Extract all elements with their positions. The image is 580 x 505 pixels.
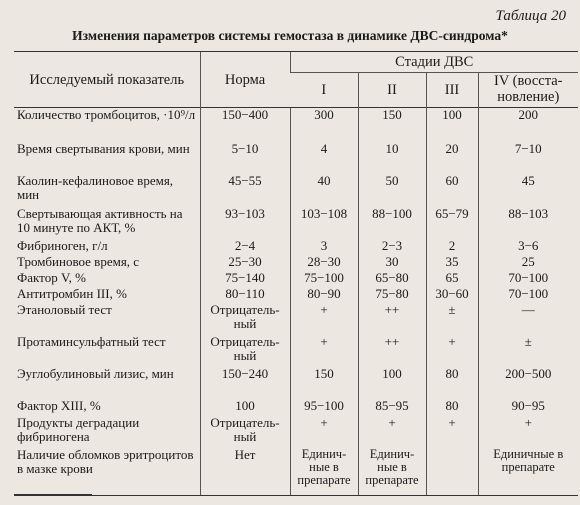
header-row-top [14, 52, 578, 73]
row-stage-2: 150 [358, 108, 426, 142]
row-norm: 150−400 [200, 108, 290, 142]
table-row [14, 108, 578, 142]
row-stage-4: 25 [478, 255, 578, 271]
row-stage-4: 88−103 [478, 207, 578, 239]
row-indicator: Фактор V, % [17, 269, 86, 285]
row-indicator: Продукты деградации фибриногена [17, 414, 140, 444]
table-row [14, 367, 578, 399]
header-stage-2: II [358, 73, 426, 108]
row-stage-2: 50 [358, 174, 426, 207]
row-indicator: Каолин-кефалиновое время, мин [17, 172, 174, 202]
row-norm: Отрицатель- ный [200, 416, 290, 448]
row-norm: 45−55 [200, 174, 290, 207]
header-stage-1: I [290, 73, 358, 108]
header-stage-3: III [426, 73, 478, 108]
row-stage-2: 65−80 [358, 271, 426, 287]
table-title: Изменения параметров системы гемостаза в динамике ДВС-синдрома* [72, 28, 508, 43]
row-stage-4: 200−500 [478, 367, 578, 399]
row-stage-3: 65 [426, 271, 478, 287]
row-stage-2: 75−80 [358, 287, 426, 303]
row-stage-2: Единич- ные в препарате [358, 448, 426, 496]
table-row [14, 174, 578, 207]
row-stage-3: 100 [426, 108, 478, 142]
row-stage-1: Единич- ные в препарате [290, 448, 358, 496]
table-row [14, 448, 578, 496]
row-stage-4: 7−10 [478, 142, 578, 174]
row-stage-2: 10 [358, 142, 426, 174]
row-stage-3: 65−79 [426, 207, 478, 239]
row-stage-3: 20 [426, 142, 478, 174]
row-stage-1: 40 [290, 174, 358, 207]
row-stage-3: + [426, 335, 478, 367]
row-indicator: Время свертывания крови, мин [17, 140, 190, 156]
header-indicator: Исследуемый показатель [14, 52, 200, 108]
row-stage-1: + [290, 335, 358, 367]
row-indicator: Наличие обломков эритроцитов в мазке крови [14, 448, 200, 496]
row-indicator: Количество тромбоцитов, ·10⁹/л [14, 108, 200, 142]
row-stage-4: 90−95 [478, 399, 578, 416]
table-number: Таблица 20 [495, 8, 566, 24]
row-norm: Отрицатель- ный [200, 335, 290, 367]
row-stage-1: + [290, 303, 358, 335]
header-norm: Норма [200, 52, 290, 108]
row-stage-2: 100 [358, 367, 426, 399]
table-row [14, 416, 578, 448]
row-stage-1: 4 [290, 142, 358, 174]
table-body [14, 108, 578, 496]
row-indicator: Свертывающая активность на 10 минуте по АКТ, % [17, 205, 183, 235]
row-stage-3: 60 [426, 174, 478, 207]
row-norm: 5−10 [200, 142, 290, 174]
table-row [14, 207, 578, 239]
row-norm: 150−240 [200, 367, 290, 399]
row-stage-4: Единичные в препарате [478, 448, 578, 496]
table-row [14, 287, 578, 303]
row-norm: 93−103 [200, 207, 290, 239]
row-indicator: Фактор XIII, % [17, 397, 101, 413]
row-stage-1: + [290, 416, 358, 448]
row-stage-2: 30 [358, 255, 426, 271]
table-row [14, 239, 578, 255]
row-stage-3: 35 [426, 255, 478, 271]
row-stage-1: 28−30 [290, 255, 358, 271]
row-stage-4: — [478, 303, 578, 335]
row-stage-1: 150 [290, 367, 358, 399]
row-norm: 25−30 [200, 255, 290, 271]
header-stage-4: IV (восста- новление) [478, 73, 578, 108]
row-stage-4: 200 [478, 108, 578, 142]
row-stage-4: 3−6 [478, 239, 578, 255]
header-stages-group: Стадии ДВС [290, 52, 578, 73]
row-stage-3: + [426, 416, 478, 448]
table-row [14, 255, 578, 271]
row-stage-2: ++ [358, 303, 426, 335]
footnote-divider [14, 494, 92, 495]
row-norm: 80−110 [200, 287, 290, 303]
row-stage-4: 70−100 [478, 271, 578, 287]
row-norm: 2−4 [200, 239, 290, 255]
row-indicator: Протаминсульфатный тест [17, 333, 166, 349]
row-stage-3 [426, 448, 478, 496]
row-indicator: Этаноловый тест [17, 301, 112, 317]
row-stage-3: 80 [426, 367, 478, 399]
row-indicator: Тромбиновое время, с [17, 253, 140, 269]
hemostasis-table [14, 51, 578, 496]
row-stage-1: 75−100 [290, 271, 358, 287]
table-row [14, 335, 578, 367]
row-indicator: Эуглобулиновый лизис, мин [17, 365, 174, 381]
row-stage-3: ± [426, 303, 478, 335]
row-stage-4: ± [478, 335, 578, 367]
row-norm: 100 [200, 399, 290, 416]
row-stage-2: 85−95 [358, 399, 426, 416]
row-stage-3: 30−60 [426, 287, 478, 303]
row-stage-1: 103−108 [290, 207, 358, 239]
row-stage-2: + [358, 416, 426, 448]
row-indicator: Фибриноген, г/л [17, 237, 108, 253]
row-stage-3: 80 [426, 399, 478, 416]
row-stage-1: 3 [290, 239, 358, 255]
table-row [14, 271, 578, 287]
table-row [14, 399, 578, 416]
row-stage-4: 70−100 [478, 287, 578, 303]
row-stage-4: 45 [478, 174, 578, 207]
row-stage-4: + [478, 416, 578, 448]
row-stage-1: 300 [290, 108, 358, 142]
row-norm: Нет [200, 448, 290, 496]
row-stage-3: 2 [426, 239, 478, 255]
row-stage-1: 95−100 [290, 399, 358, 416]
table-row [14, 303, 578, 335]
table-row [14, 142, 578, 174]
row-stage-1: 80−90 [290, 287, 358, 303]
row-stage-2: 2−3 [358, 239, 426, 255]
row-stage-2: ++ [358, 335, 426, 367]
row-indicator: Антитромбин III, % [17, 285, 127, 301]
row-norm: 75−140 [200, 271, 290, 287]
row-stage-2: 88−100 [358, 207, 426, 239]
row-norm: Отрицатель- ный [200, 303, 290, 335]
